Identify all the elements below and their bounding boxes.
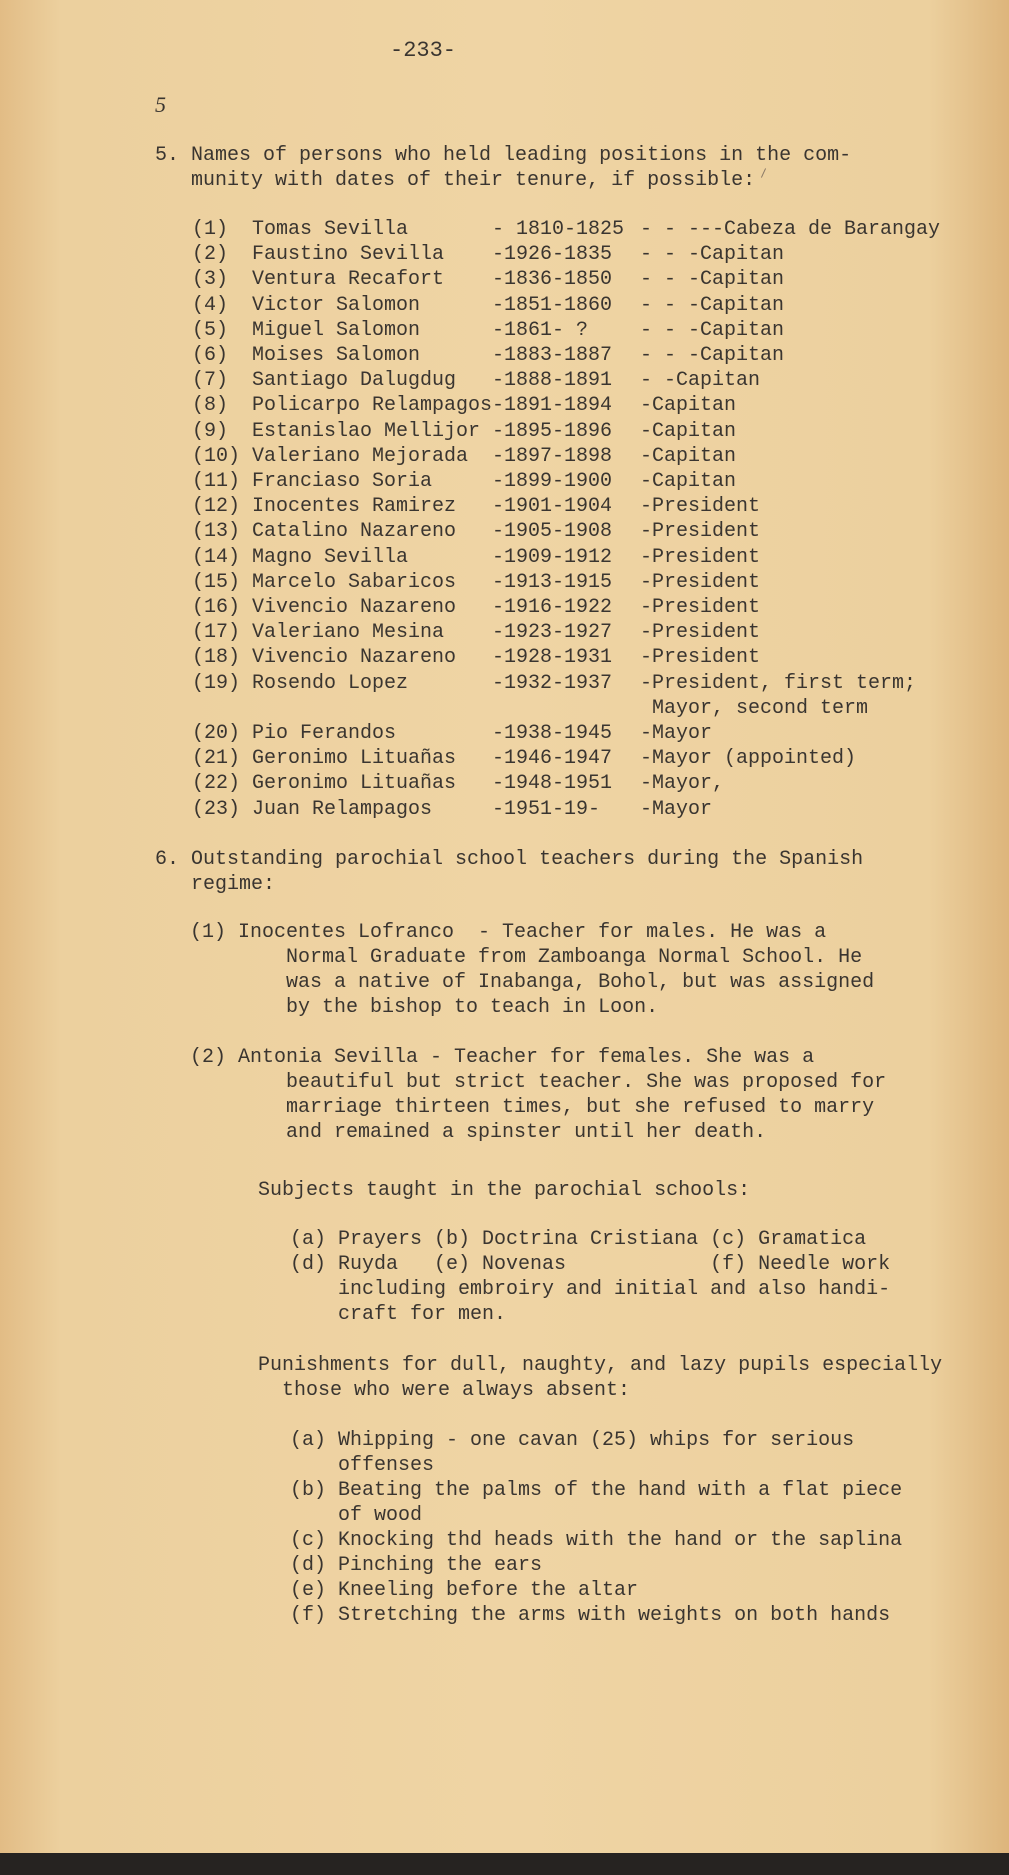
official-position: -Mayor, [640, 772, 725, 796]
official-number: (23) [192, 797, 241, 821]
official-row [192, 771, 952, 796]
official-number: (18) [192, 646, 241, 670]
official-tenure: -1938-1945 [492, 722, 613, 745]
official-row [192, 545, 952, 570]
official-row [192, 343, 952, 368]
teacher-1-line-2: Normal Graduate from Zamboanga Normal School. He [190, 946, 863, 969]
official-position: - -Capitan [640, 369, 761, 393]
official-row [192, 217, 952, 242]
official-position: - - -Capitan [640, 243, 785, 267]
official-tenure: -1897-1898 [492, 444, 613, 468]
official-name: Catalino Nazareno [252, 520, 457, 544]
official-number: (15) [192, 570, 241, 594]
official-number: (6) [192, 344, 229, 367]
official-position: -Capitan [640, 444, 737, 468]
official-tenure: -1909-1912 [492, 545, 613, 569]
official-position: -Mayor [640, 797, 713, 821]
official-name: Estanislao Mellijor [252, 419, 481, 443]
section6-heading-line-2: regime: [155, 873, 276, 896]
official-name: Pio Ferandos [252, 722, 397, 745]
official-number: (22) [192, 772, 241, 796]
official-name: Vivencio Nazareno [252, 596, 457, 619]
pencil-tick-mark [761, 168, 766, 177]
official-tenure: -1948-1951 [492, 772, 613, 796]
official-tenure: -1901-1904 [492, 495, 613, 519]
official-position: -Capitan [640, 394, 737, 418]
official-row [192, 746, 952, 771]
official-name: Faustino Sevilla [252, 243, 445, 267]
punishment-line-6: (d) Pinching the ears [290, 1554, 543, 1577]
officials-table [192, 217, 952, 827]
punishment-line-5: (c) Knocking thd heads with the hand or the saplina [290, 1529, 903, 1552]
official-name: Tomas Sevilla [252, 218, 409, 241]
official-tenure: -1899-1900 [492, 470, 613, 493]
official-row [192, 721, 952, 746]
official-number: (1) [192, 218, 229, 241]
official-name: Vivencio Nazareno [252, 646, 457, 670]
official-position: -President [640, 596, 761, 619]
section6-heading-line-1: 6. Outstanding parochial school teachers during the Spanish [155, 848, 864, 871]
punishment-line-3: (b) Beating the palms of the hand with a flat piece [290, 1479, 903, 1502]
official-name: Geronimo Lituañas [252, 772, 457, 796]
official-name: Geronimo Lituañas [252, 747, 457, 771]
official-position: -Mayor (appointed) [640, 747, 857, 771]
punishments-heading-line-1: Punishments for dull, naughty, and lazy pupils especially [258, 1354, 943, 1377]
official-position: -Capitan [640, 419, 737, 443]
teacher-2-line-3: marriage thirteen times, but she refused to marry [190, 1096, 875, 1119]
official-name: Santiago Dalugdug [252, 369, 457, 393]
teacher-1-line-1: (1) Inocentes Lofranco - Teacher for males. He was a [190, 921, 827, 944]
official-number: (9) [192, 419, 229, 443]
official-row [192, 469, 952, 494]
official-name: Valeriano Mesina [252, 621, 445, 645]
official-number: (5) [192, 318, 229, 342]
official-number: (4) [192, 293, 229, 317]
official-position: - - -Capitan [640, 318, 785, 342]
official-name: Franciaso Soria [252, 470, 433, 493]
official-position: - - ---Cabeza de Barangay [640, 218, 941, 241]
official-tenure: - 1810-1825 [492, 218, 625, 241]
official-position: -President [640, 646, 761, 670]
teacher-1-line-4: by the bishop to teach in Loon. [190, 996, 659, 1019]
official-name: Inocentes Ramirez [252, 495, 457, 519]
scan-bottom-edge [0, 1853, 1009, 1875]
official-row [192, 620, 952, 645]
official-number: (10) [192, 444, 241, 468]
official-number: (14) [192, 545, 241, 569]
official-tenure: -1932-1937 [492, 671, 613, 695]
official-tenure: -1926-1835 [492, 243, 613, 267]
official-row [192, 494, 952, 519]
teacher-2-line-2: beautiful but strict teacher. She was proposed for [190, 1071, 887, 1094]
subject-line-2: (d) Ruyda (e) Novenas (f) Needle work [290, 1253, 891, 1276]
official-tenure: -1895-1896 [492, 419, 613, 443]
official-tenure: -1905-1908 [492, 520, 613, 544]
official-number: (17) [192, 621, 241, 645]
official-row [192, 595, 952, 620]
official-position: -President [640, 495, 761, 519]
official-number: (7) [192, 369, 229, 393]
official-number: (3) [192, 268, 229, 292]
section5-heading-line-1: 5. Names of persons who held leading positions in the com- [155, 144, 852, 167]
official-position: - - -Capitan [640, 344, 785, 367]
punishment-line-4: of wood [290, 1504, 423, 1527]
teacher-1-line-3: was a native of Inabanga, Bohol, but was assigned [190, 971, 875, 994]
punishment-line-7: (e) Kneeling before the altar [290, 1579, 639, 1602]
official-tenure: -1923-1927 [492, 621, 613, 645]
subject-line-3: including embroiry and initial and also handi- [290, 1278, 891, 1301]
official-name: Rosendo Lopez [252, 671, 409, 695]
official-row [192, 444, 952, 469]
punishment-line-8: (f) Stretching the arms with weights on both hands [290, 1604, 891, 1627]
subjects-heading: Subjects taught in the parochial schools: [258, 1179, 751, 1202]
page-number: -233- [390, 38, 457, 63]
official-row [192, 293, 952, 318]
official-row [192, 242, 952, 267]
official-tenure: -1951-19- [492, 797, 601, 821]
section-marker: 5 [155, 92, 166, 117]
official-tenure: -1913-1915 [492, 570, 613, 594]
official-row [192, 393, 952, 418]
official-row [192, 671, 952, 696]
official-row [192, 368, 952, 393]
punishment-line-1: (a) Whipping - one cavan (25) whips for serious [290, 1429, 855, 1452]
official-row [192, 419, 952, 444]
official-position: - - -Capitan [640, 293, 785, 317]
official-row [192, 797, 952, 822]
official-position: -President [640, 545, 761, 569]
subject-line-4: craft for men. [290, 1303, 507, 1326]
official-tenure: -1861- ? [492, 318, 589, 342]
section5-heading-line-2: munity with dates of their tenure, if possible: [155, 169, 756, 192]
official-name: Miguel Salomon [252, 318, 421, 342]
teacher-2-line-4: and remained a spinster until her death. [190, 1121, 767, 1144]
official-number: (16) [192, 596, 241, 619]
official-tenure: -1916-1922 [492, 596, 613, 619]
official-tenure: -1888-1891 [492, 369, 613, 393]
official-position: -President [640, 520, 761, 544]
official-position: -President [640, 621, 761, 645]
official-name: Victor Salomon [252, 293, 421, 317]
official-row [192, 696, 952, 721]
official-position: Mayor, second term [640, 696, 869, 720]
official-number: (21) [192, 747, 241, 771]
official-row [192, 645, 952, 670]
official-position: -President, first term; [640, 671, 917, 695]
official-name: Ventura Recafort [252, 268, 445, 292]
official-tenure: -1946-1947 [492, 747, 613, 771]
official-number: (13) [192, 520, 241, 544]
punishment-line-2: offenses [290, 1454, 435, 1477]
official-number: (2) [192, 243, 229, 267]
official-number: (20) [192, 722, 241, 745]
official-name: Policarpo Relampagos [252, 394, 493, 418]
official-position: - - -Capitan [640, 268, 785, 292]
official-row [192, 519, 952, 544]
official-tenure: -1851-1860 [492, 293, 613, 317]
punishments-heading-line-2: those who were always absent: [258, 1379, 631, 1402]
official-position: -Capitan [640, 470, 737, 493]
official-position: -Mayor [640, 722, 713, 745]
official-name: Juan Relampagos [252, 797, 433, 821]
official-number: (19) [192, 671, 241, 695]
official-name: Marcelo Sabaricos [252, 570, 457, 594]
teacher-2-line-1: (2) Antonia Sevilla - Teacher for females. She was a [190, 1046, 815, 1069]
official-number: (11) [192, 470, 241, 493]
official-name: Moises Salomon [252, 344, 421, 367]
official-row [192, 267, 952, 292]
official-row [192, 318, 952, 343]
subject-line-1: (a) Prayers (b) Doctrina Cristiana (c) Gramatica [290, 1228, 867, 1251]
official-tenure: -1928-1931 [492, 646, 613, 670]
official-tenure: -1883-1887 [492, 344, 613, 367]
official-number: (12) [192, 495, 241, 519]
official-number: (8) [192, 394, 229, 418]
official-row [192, 570, 952, 595]
official-name: Valeriano Mejorada [252, 444, 469, 468]
official-tenure: -1891-1894 [492, 394, 613, 418]
official-position: -President [640, 570, 761, 594]
official-name: Magno Sevilla [252, 545, 409, 569]
official-tenure: -1836-1850 [492, 268, 613, 292]
